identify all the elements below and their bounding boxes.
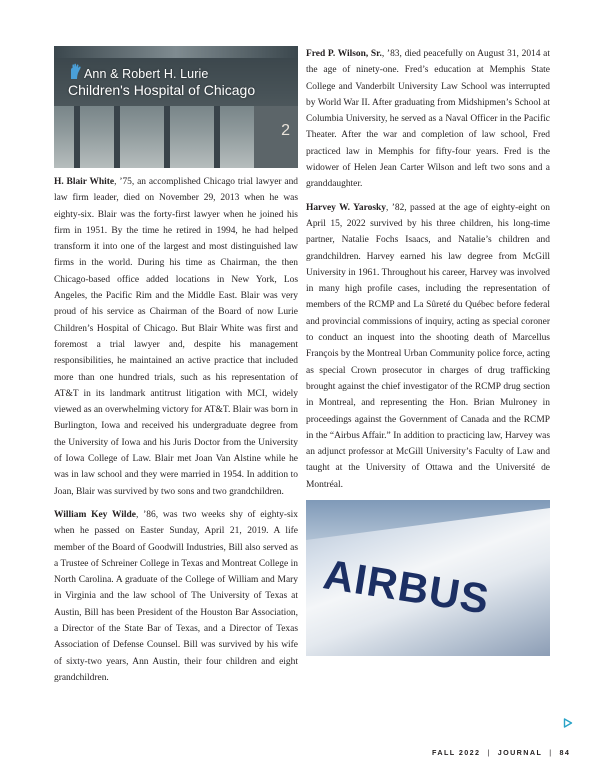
obituary-text: , ’86, was two weeks shy of eighty-six when he passed on Easter Sunday, April 21, 2019. A life member of the Board of Goodwill Industries, Bill also served as a Trustee of Schreiner College in Texas and Montreat College in North Carolina. A graduate of the College of William and Mary in Virginia and the law school of The University of Texas at Austin, Bill has been President of the Houston Bar Association, a Director of the State Bar of Texas, and a Director of Texas Association of Defense Counsel. Bill was survived by his wife of sixty-two years, Ann Austin, their four children and eight grandchildren. — [54, 509, 298, 683]
footer-publication: JOURNAL — [497, 748, 543, 757]
airbus-logo-text: AIRBUS — [320, 550, 493, 623]
hospital-photo — [54, 46, 298, 168]
page-footer — [432, 748, 570, 757]
hospital-sign-line1: Ann & Robert H. Lurie — [84, 67, 209, 81]
obituary-text: , ’82, passed at the age of eighty-eight on April 15, 2022 survived by his three children, his long-time partner, Natalie Fochs Isaacs, and Natalie’s children and grandchildren. Harvey earned his law degree from McGill University in 1961. Throughout his career, Harvey was involved in many high profile cases, including the representation of members of the RCMP and La Sûreté du Québec before federal and provincial commissions of inquiry, acting as special coroner to conduct an inquest into the shooting death of Marcellus François by the Montreal Urban Community police force, acting as special Crown prosecutor in charges of drug trafficking brought against the chief investigator of the RCMP drug section in Montreal, and representing the Hon. Brian Mulroney in proceedings against the Government of Canada and the RCMP in the “Airbus Affair.” In addition to practicing law, Harvey was an adjunct professor at McGill University’s Faculty of Law and taught at the University of Ottawa and the Université de Montréal. — [306, 202, 550, 490]
footer-issue: FALL 2022 — [432, 748, 481, 757]
building-number: 2 — [281, 122, 290, 139]
footer-separator: | — [487, 748, 491, 757]
obituary-name: William Key Wilde — [54, 509, 136, 520]
footer-page-number: 84 — [559, 748, 571, 757]
obituary-fred-wilson — [306, 46, 550, 193]
obituary-name: Harvey W. Yarosky — [306, 202, 386, 213]
right-column — [306, 46, 550, 656]
airbus-photo — [306, 500, 550, 656]
next-page-arrow-icon[interactable] — [563, 718, 573, 728]
left-column — [54, 46, 298, 693]
obituary-name: H. Blair White — [54, 177, 115, 187]
hospital-hand-logo-icon — [68, 63, 84, 80]
obituary-blair-white — [54, 174, 298, 500]
obituary-name: Fred P. Wilson, Sr. — [306, 49, 382, 59]
hospital-sign-line2: Children's Hospital of Chicago — [68, 82, 256, 98]
obituary-text: , ’83, died peacefully on August 31, 2014 at the age of ninety-one. Fred’s education at Memphis State College and Vanderbilt University Law School was interrupted by World War II. After graduating from Midshipmen’s School at Columbia University, he served as a Naval Officer in the Pacific Theater. After the war and completion of law school, Fred practiced law in Memphis for fifty-four years. Fred is the widower of Helen Jean Carter Wilson and left two sons and a granddaughter. — [306, 49, 550, 190]
obituary-william-wilde — [54, 507, 298, 686]
obituary-text: , ’75, an accomplished Chicago trial lawyer and law firm leader, died on November 29, 2013 when he was eighty-six. Blair was the forty-first lawyer when he joined his firm in 1951. By the time he retired in 1994, he had helped transform it into one of the largest and most distinguished law firms in the world. During his time as Chairman, the then Chicago-based office added locations in New York, Los Angeles, the Pacific Rim and the Middle East. Blair was very proud of his service as Chairman of the Board of now Lurie Children’s Hospital of Chicago. But Blair White was first and foremost a trial lawyer and, despite his management responsibilities, he maintained an active practice that included more than one hundred trials, such as his representation of AT&T in its landmark antitrust litigation with MCI, widely viewed as an overwhelming victory for AT&T. Blair was born in Burlington, Iowa and received his undergraduate degree from the University of Iowa and his Juris Doctor from the University of Iowa College of Law. Blair met Joan Van Alstine while he was in law school and they were married in 1954. In addition to Joan, Blair was survived by two sons and two grandchildren. — [54, 177, 299, 497]
obituary-harvey-yarosky — [306, 200, 550, 493]
footer-separator: | — [549, 748, 553, 757]
